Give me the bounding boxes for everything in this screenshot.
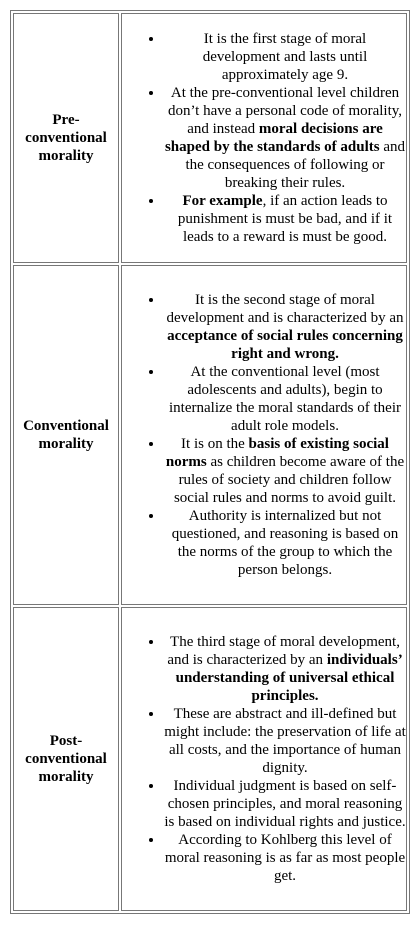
bullet-text: These are abstract and ill-defined but might include: the preservation of life at all costs, and the importance of human dignity.: [164, 706, 406, 776]
bullet-item: [164, 30, 406, 84]
bullet-text: as children become aware of the rules of society and children follow social rules and norms to avoid guilt.: [173, 454, 405, 506]
bullet-item: [164, 363, 406, 435]
bullet-text: According to Kohlberg this level of moral reasoning is as far as most people get.: [164, 832, 406, 884]
stage-name: Conventional morality: [23, 418, 109, 452]
bullet-item: [164, 192, 406, 246]
bullet-text: The third stage of moral development, and is characterized by an: [167, 634, 400, 668]
stage-bullet-list: [122, 633, 406, 885]
bullet-item: [164, 507, 406, 579]
bullet-text: At the pre-conventional level children don’t have a personal code of morality, and instead: [167, 85, 403, 137]
bullet-item: [164, 777, 406, 831]
stage-name: Post-conventional morality: [25, 733, 107, 785]
stage-name: Pre-conventional morality: [25, 112, 107, 164]
bullet-emphasis: basis of existing social norms: [165, 436, 389, 470]
bullet-text: Individual judgment is based on self-chosen principles, and moral reasoning is based on individual rights and justice.: [164, 778, 406, 830]
bullet-text: It is the second stage of moral development and is characterized by an: [166, 292, 404, 326]
bullet-text: It is the first stage of moral development and lasts until approximately age 9.: [202, 31, 368, 83]
stage-row-conventional: [13, 265, 407, 605]
bullet-emphasis: acceptance of social rules concerning right and wrong.: [167, 328, 403, 362]
bullet-text: Authority is internalized but not questioned, and reasoning is based on the norms of the group to which the person belongs.: [171, 508, 399, 578]
stage-name-cell: [13, 265, 119, 605]
bullet-text: , if an action leads to punishment is must be bad, and if it leads to a reward is must be good.: [177, 193, 393, 245]
bullet-item: [164, 435, 406, 507]
stage-name-cell: [13, 13, 119, 263]
stage-description-cell: [121, 13, 407, 263]
bullet-text: and the consequences of following or breaking their rules.: [185, 139, 406, 191]
bullet-item: [164, 705, 406, 777]
stage-name-cell: [13, 607, 119, 911]
stage-row-post-conventional: [13, 607, 407, 911]
stage-description-cell: [121, 607, 407, 911]
bullet-emphasis: individuals’ understanding of universal ethical principles.: [175, 652, 403, 704]
stage-bullet-list: [122, 291, 406, 579]
bullet-emphasis: For example: [182, 193, 263, 209]
stage-row-pre-conventional: [13, 13, 407, 263]
bullet-item: [164, 633, 406, 705]
morality-stages-table: [10, 10, 410, 914]
stage-description-cell: [121, 265, 407, 605]
bullet-text: At the conventional level (most adolescents and adults), begin to internalize the moral standards of their adult role models.: [169, 364, 401, 434]
bullet-item: [164, 291, 406, 363]
bullet-item: [164, 831, 406, 885]
bullet-text: It is on the: [181, 436, 249, 452]
stage-bullet-list: [122, 30, 406, 246]
bullet-emphasis: moral decisions are shaped by the standards of adults: [164, 121, 383, 155]
bullet-item: [164, 84, 406, 192]
